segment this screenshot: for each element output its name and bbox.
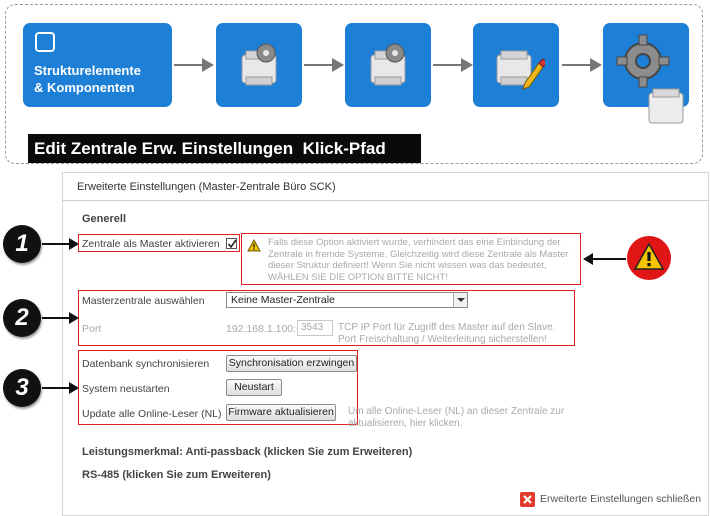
callout-badge-1: 1: [3, 225, 41, 263]
warning-callout-badge: [627, 236, 671, 280]
callout-badge-3: 3: [3, 369, 41, 407]
panel-divider: [62, 200, 709, 201]
master-checkbox-label: Zentrale als Master aktivieren: [82, 238, 220, 250]
close-settings-button[interactable]: [520, 491, 700, 509]
master-warning-text: Falls diese Option aktiviert wurde, verhindert das eine Einbindung der Zentrale in fremde Systeme. Gleichzeitig wird diese Zentrale als Master dieser Struktur definiert! Wenn Sie nicht wissen was das bedeutet, WÄHLEN SIE DIE OPTION BITTE NICHT!: [268, 237, 569, 283]
step-structure-components: [23, 23, 172, 107]
antipassback-expander[interactable]: Leistungsmerkmal: Anti-passback (klicken Sie zum Erweiteren): [82, 446, 413, 458]
close-icon: [520, 492, 535, 507]
step-controller-settings: [345, 23, 431, 107]
master-select[interactable]: [226, 292, 468, 308]
update-readers-label: Update alle Online-Leser (NL): [82, 408, 222, 420]
step-structure-components-label: Strukturelemente & Komponenten: [34, 63, 141, 95]
checkbox-icon: [35, 32, 55, 52]
update-readers-hint: Um alle Online-Leser (NL) an dieser Zentrale zur aktualisieren, hier klicken.: [348, 406, 565, 429]
callout-badge-2: 2: [3, 299, 41, 337]
port-input[interactable]: 3543: [297, 320, 333, 336]
controller-gear-icon: [232, 37, 288, 93]
path-arrow-4: [562, 64, 600, 66]
restart-label: System neustarten: [82, 383, 170, 395]
master-select-label: Masterzentrale auswählen: [82, 295, 205, 307]
path-arrow-1: [174, 64, 212, 66]
path-arrow-2: [304, 64, 342, 66]
section-general-title: Generell: [82, 213, 127, 225]
warning-icon: [247, 239, 261, 252]
gear-controller-icon: [613, 31, 689, 131]
panel-title: Erweiterte Einstellungen (Master-Zentrale Büro SCK): [77, 181, 336, 193]
restart-button[interactable]: Neustart: [226, 379, 282, 396]
click-path-title: Edit Zentrale Erw. Einstellungen Klick-Pfad: [28, 134, 421, 163]
port-ip: 192.168.1.100:: [226, 323, 297, 335]
warning-icon: [633, 242, 665, 272]
master-select-value: Keine Master-Zentrale: [231, 294, 335, 306]
close-settings-label: Erweiterte Einstellungen schließen: [540, 493, 702, 505]
callout-arrow-1: [42, 243, 76, 245]
firmware-update-button[interactable]: Firmware aktualisieren: [226, 404, 336, 421]
master-checkbox[interactable]: [226, 238, 237, 249]
callout-arrow-2: [42, 317, 76, 319]
chevron-down-icon: [453, 293, 467, 307]
port-label: Port: [82, 323, 102, 335]
path-arrow-3: [433, 64, 471, 66]
step-edit-controller: [473, 23, 559, 107]
warning-callout-arrow: [586, 258, 626, 260]
rs485-expander[interactable]: RS-485 (klicken Sie zum Erweiteren): [82, 469, 271, 481]
db-sync-label: Datenbank synchronisieren: [82, 358, 210, 370]
checkmark-icon: [227, 239, 237, 249]
callout-arrow-3: [42, 387, 76, 389]
controller-gear-icon: [361, 37, 417, 93]
step-controller: [216, 23, 302, 107]
controller-edit-icon: [489, 37, 545, 93]
port-hint: TCP IP Port für Zugriff des Master auf den Slave. Port Freischaltung / Weiterleitung sicherstellen!: [338, 322, 556, 345]
step-extended-settings: [603, 23, 689, 107]
sync-force-button[interactable]: Synchronisation erzwingen: [226, 355, 357, 372]
